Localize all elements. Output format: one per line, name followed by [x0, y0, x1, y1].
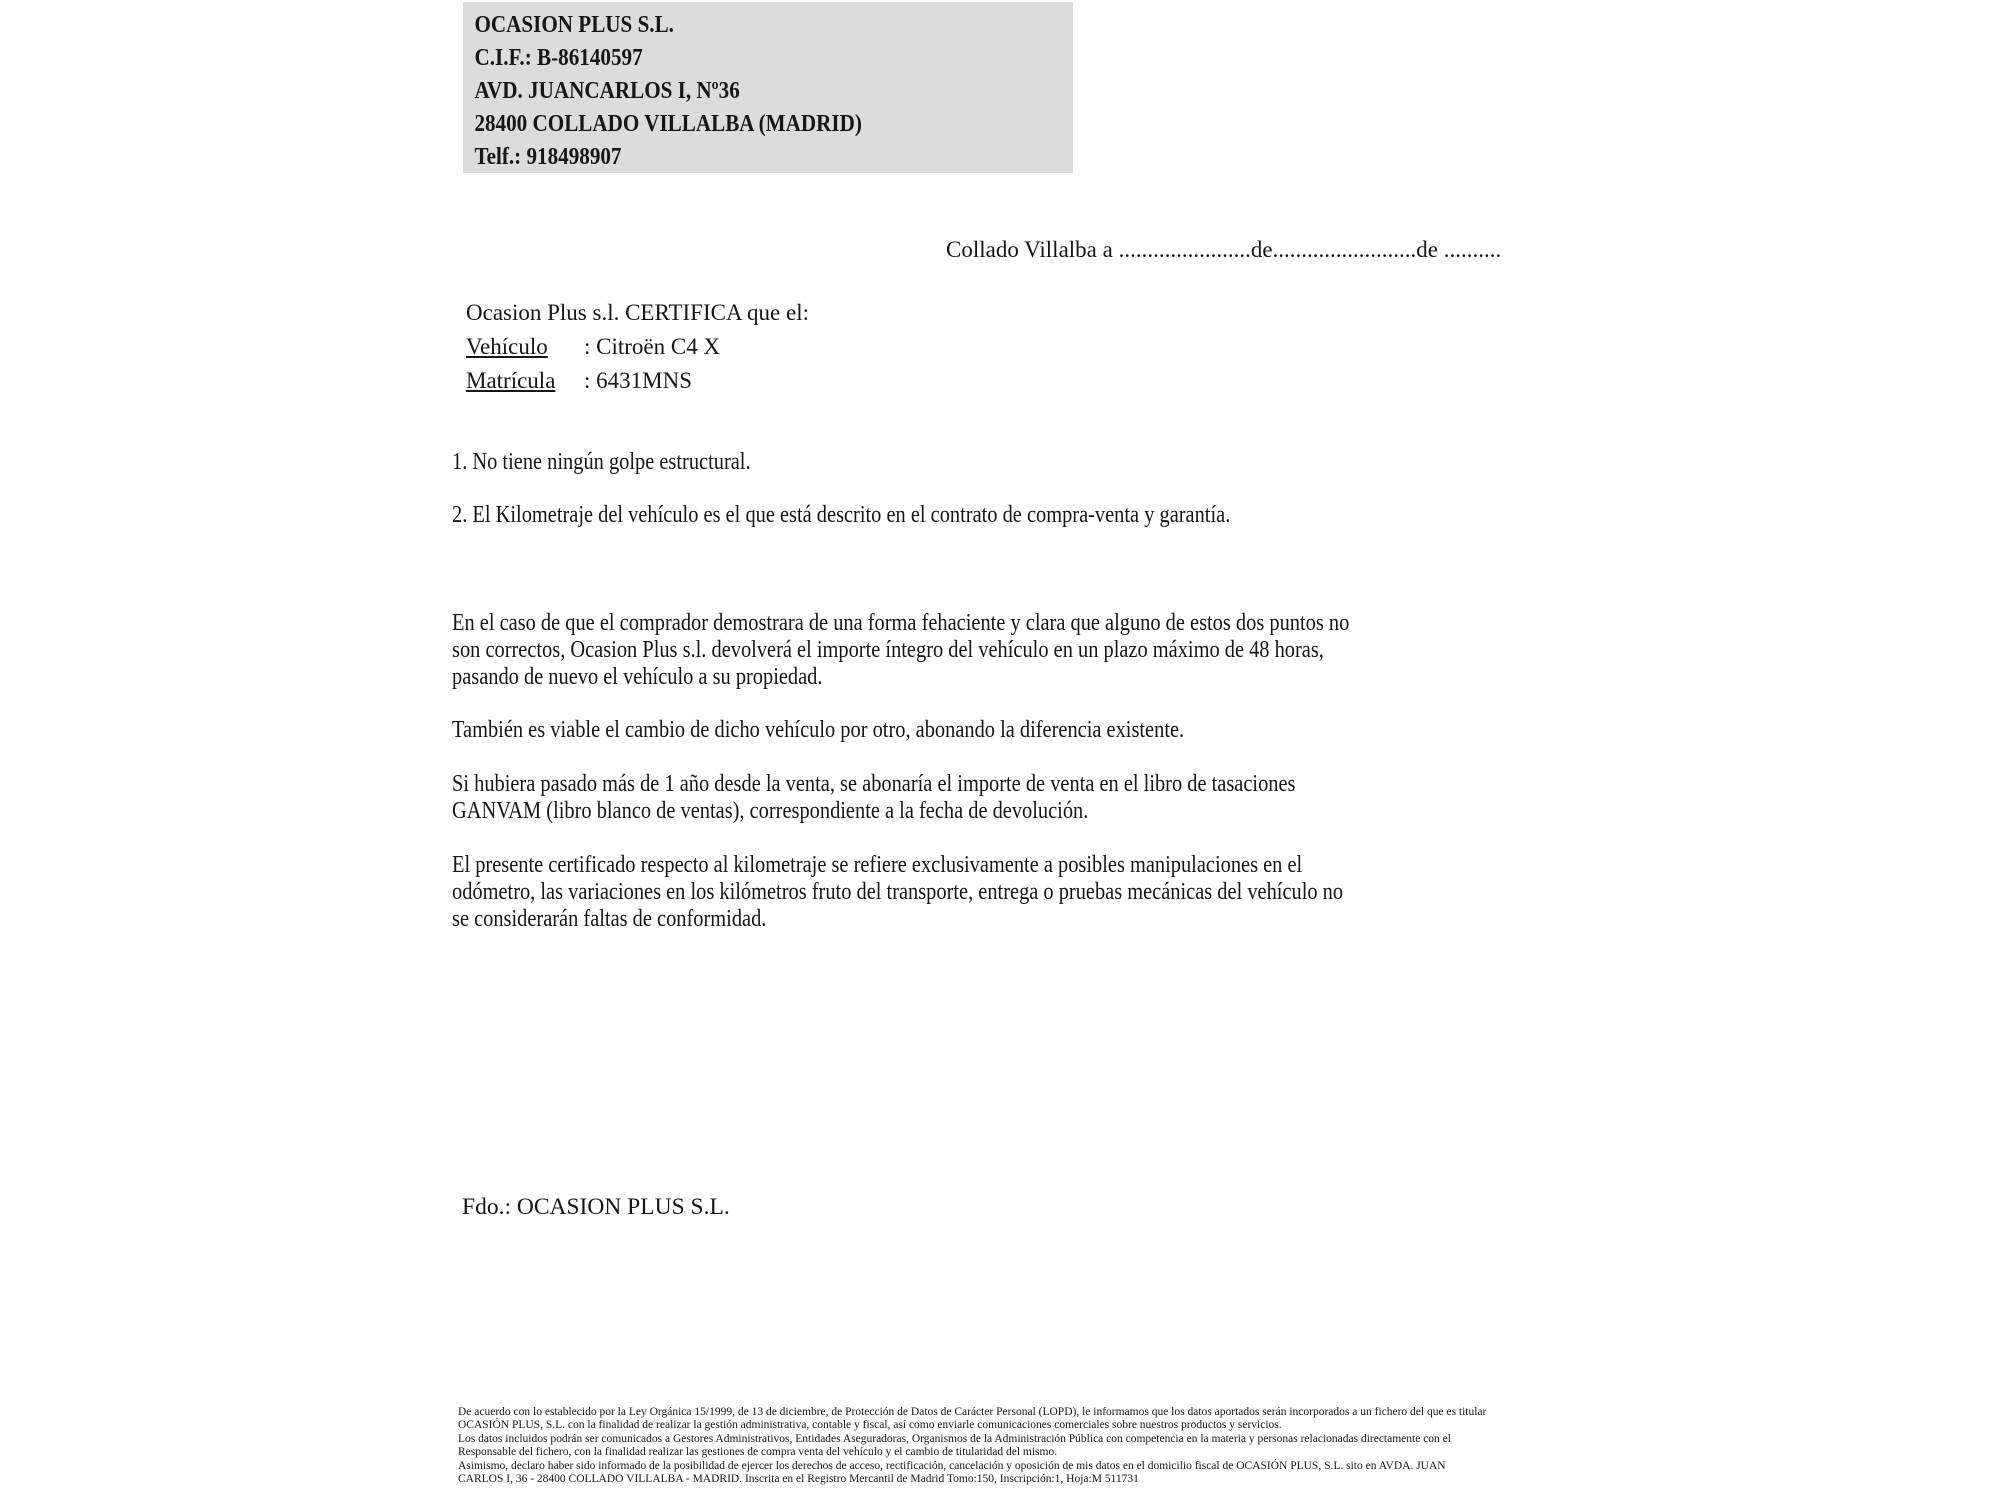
text-line: C.I.F.: B-86140597 — [474, 45, 643, 71]
legal-fine-print — [458, 1406, 1486, 1486]
date-line: Collado Villalba a .......................de.........................de .......... — [946, 237, 1502, 262]
vehicle-field-value: : Citroën C4 X — [584, 334, 721, 359]
text-line: OCASION PLUS S.L. — [474, 12, 674, 38]
text-line: pasando de nuevo el vehículo a su propiedad. — [452, 664, 823, 690]
text-line: También es viable el cambio de dicho vehículo por otro, abonando la diferencia existente. — [452, 717, 1185, 743]
plate-field-label: Matrícula — [466, 368, 556, 393]
point-2: 2. El Kilometraje del vehículo es el que está descrito en el contrato de compra-venta y garantía. — [452, 502, 1231, 528]
plate-field-value: : 6431MNS — [584, 368, 692, 393]
company-header-lines — [463, 2, 1000, 174]
vehicle-field-label: Vehículo — [466, 334, 548, 359]
paragraph-refund — [452, 610, 1349, 691]
certification-intro: Ocasion Plus s.l. CERTIFICA que el: — [466, 300, 809, 325]
company-header-box — [463, 2, 1073, 173]
text-line: 28400 COLLADO VILLALBA (MADRID) — [474, 111, 862, 137]
text-line: odómetro, las variaciones en los kilómetros fruto del transporte, entrega o pruebas mecánicas del vehículo no — [452, 879, 1344, 905]
plate-field — [466, 364, 809, 398]
certification-block — [466, 296, 809, 398]
text-line: El presente certificado respecto al kilometraje se refiere exclusivamente a posibles manipulaciones en el — [452, 852, 1303, 878]
point-1: 1. No tiene ningún golpe estructural. — [452, 449, 751, 475]
text-line: AVD. JUANCARLOS I, Nº36 — [474, 78, 740, 104]
vehicle-field — [466, 330, 809, 364]
text-line: GANVAM (libro blanco de ventas), correspondiente a la fecha de devolución. — [452, 798, 1089, 824]
paragraph-exchange — [452, 717, 1184, 744]
signature-line: Fdo.: OCASION PLUS S.L. — [462, 1194, 730, 1220]
paragraph-odometer — [452, 852, 1343, 933]
text-line: Telf.: 918498907 — [474, 144, 622, 170]
text-line: son correctos, Ocasion Plus s.l. devolverá el importe íntegro del vehículo en un plazo máximo de 48 horas, — [452, 637, 1324, 663]
text-line: Los datos incluidos podrán ser comunicados a Gestores Administrativos, Entidades Aseguradoras, Organismos de la Administración Pública con competencia en la materia y personas relacionadas directamente con el — [458, 1432, 1451, 1445]
text-line: Si hubiera pasado más de 1 año desde la venta, se abonaría el importe de venta en el libro de tasaciones — [452, 771, 1296, 797]
text-line: En el caso de que el comprador demostrara de una forma fehaciente y clara que alguno de estos dos puntos no — [452, 610, 1350, 636]
text-line: CARLOS I, 36 - 28400 COLLADO VILLALBA - MADRID. Inscrita en el Registro Mercantil de Madrid Tomo:150, Inscripción:1, Hoja:M 511731 — [458, 1473, 1139, 1486]
text-line: Asimismo, declaro haber sido informado de la posibilidad de ejercer los derechos de acceso, rectificación, cancelación y oposición de mis datos en el domicilio fiscal de OCASIÓN PLUS, S.L. sito en AVDA. JUAN — [458, 1459, 1446, 1472]
text-line: De acuerdo con lo establecido por la Ley Orgánica 15/1999, de 13 de diciembre, de Protección de Datos de Carácter Personal (LOPD), le informamos que los datos aportados serán incorporados a un fichero del que es titular — [458, 1406, 1487, 1418]
text-line: OCASIÓN PLUS, S.L. con la finalidad de realizar la gestión administrativa, contable y fiscal, así como enviarle comunicaciones comerciales sobre nuestros productos y servicios. — [458, 1419, 1282, 1432]
text-line: Responsable del fichero, con la finalidad realizar las gestiones de compra venta del vehículo y el cambio de titularidad del mismo. — [458, 1446, 1058, 1459]
paragraph-ganvam — [452, 771, 1295, 825]
text-line: se considerarán faltas de conformidad. — [452, 906, 767, 932]
